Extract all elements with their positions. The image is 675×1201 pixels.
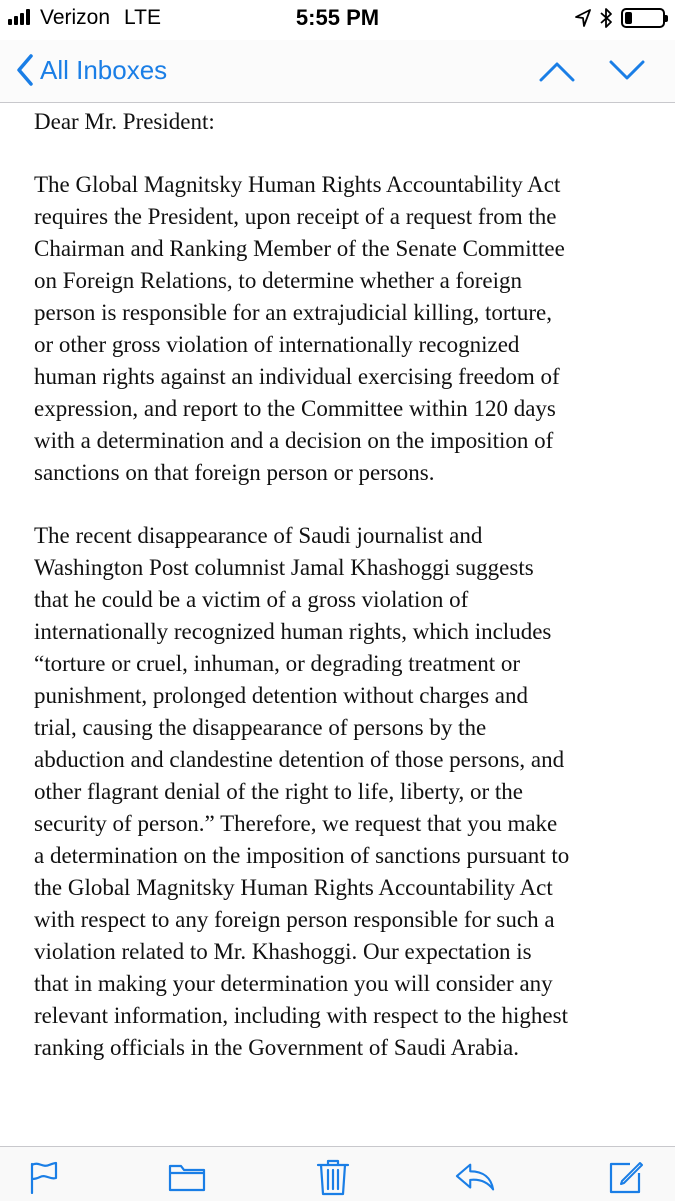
- paragraph: The recent disappearance of Saudi journalist and Washington Post columnist Jamal Khashoggi suggests that he could be a victim of a gross violation of internationally recognized human rights, which includes “torture or cruel, inhuman, or degrading treatment or punishment, prolonged detention without charges and trial, causing the disappearance of persons by the abduction and clandestine detention of those persons, and other flagrant denial of the right to life, liberty, or the security of person.” Therefore, we request that you make a determination on the imposition of sanctions pursuant to the Global Magnitsky Human Rights Accountability Act with respect to any foreign person responsible for such a violation related to Mr. Khashoggi. Our expectation is that in making your determination you will consider any relevant information, including with respect to the highest ranking officials in the Government of Saudi Arabia.: [34, 523, 570, 1060]
- carrier-label: Verizon: [40, 6, 111, 29]
- back-button-label: All Inboxes: [40, 54, 168, 85]
- reply-button[interactable]: [455, 1157, 495, 1197]
- compose-button[interactable]: [606, 1157, 646, 1197]
- back-to-all-inboxes-button[interactable]: [16, 50, 167, 90]
- previous-message-chevron-up-icon[interactable]: [539, 52, 575, 88]
- chevron-left-icon: [16, 54, 34, 86]
- bluetooth-icon: [599, 7, 613, 29]
- battery-icon: [621, 8, 665, 28]
- reply-icon: [455, 1161, 495, 1193]
- location-icon: [575, 9, 591, 27]
- nav-bar: [0, 40, 675, 103]
- next-message-chevron-down-icon[interactable]: [609, 52, 645, 88]
- battery-level-fill: [625, 12, 632, 24]
- message-body: [34, 106, 646, 1095]
- bottom-toolbar: [0, 1146, 675, 1201]
- status-time: 5:55 PM: [295, 5, 380, 30]
- flag-button[interactable]: [24, 1157, 64, 1197]
- network-type-label: LTE: [124, 6, 161, 29]
- trash-button[interactable]: [313, 1157, 353, 1197]
- trash-icon: [316, 1158, 350, 1196]
- compose-icon: [608, 1159, 644, 1195]
- move-to-folder-button[interactable]: [167, 1157, 207, 1197]
- status-bar: [0, 0, 675, 40]
- flag-icon: [28, 1160, 60, 1194]
- folder-icon: [168, 1162, 206, 1192]
- salutation: Dear Mr. President:: [34, 109, 215, 134]
- paragraph: The Global Magnitsky Human Rights Accountability Act requires the President, upon receipt of a request from the Chairman and Ranking Member of the Senate Committee on Foreign Relations, to determine whether a foreign person is responsible for an extrajudicial killing, torture, or other gross violation of internationally recognized human rights against an individual exercising freedom of expression, and report to the Committee within 120 days with a determination and a decision on the imposition of sanctions on that foreign person or persons.: [34, 172, 565, 485]
